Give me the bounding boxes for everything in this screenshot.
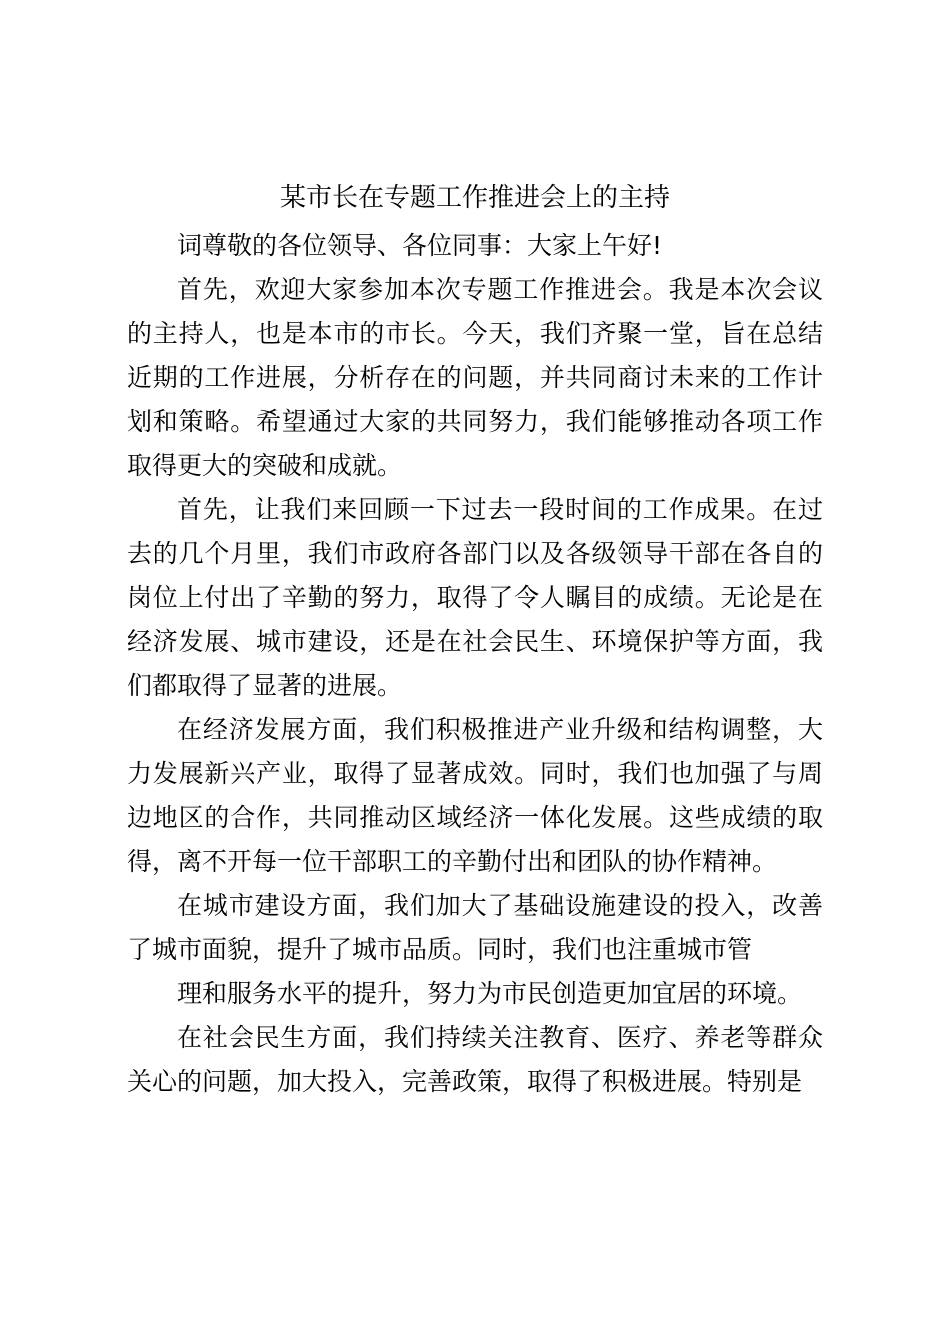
body-paragraph: 在社会民生方面，我们持续关注教育、医疗、养老等群众关心的问题，加大投入，完善政策，取得了积极进展。特别是 bbox=[127, 1023, 823, 1096]
body-paragraph: 在经济发展方面，我们积极推进产业升级和结构调整，大力发展新兴产业，取得了显著成效。同时，我们也加强了与周边地区的合作，共同推动区域经济一体化发展。这些成绩的取得，离不开每一位干部职工的辛勤付出和团队的协作精神。 bbox=[127, 715, 823, 876]
greeting-paragraph: 词尊敬的各位领导、各位同事：大家上午好! bbox=[177, 231, 663, 260]
body-paragraph: 理和服务水平的提升，努力为市民创造更加宜居的环境。 bbox=[177, 979, 803, 1008]
document-body bbox=[127, 224, 823, 1104]
body-paragraph: 首先，让我们来回顾一下过去一段时间的工作成果。在过去的几个月里，我们市政府各部门以及各级领导干部在各自的岗位上付出了辛勤的努力，取得了令人瞩目的成绩。无论是在经济发展、城市建设，还是在社会民生、环境保护等方面，我们都取得了显著的进展。 bbox=[127, 495, 823, 700]
document-title: 某市长在专题工作推进会上的主持 bbox=[279, 183, 670, 213]
body-paragraph: 首先，欢迎大家参加本次专题工作推进会。我是本次会议的主持人，也是本市的市长。今天，我们齐聚一堂，旨在总结近期的工作进展，分析存在的问题，并共同商讨未来的工作计划和策略。希望通过大家的共同努力，我们能够推动各项工作取得更大的突破和成就。 bbox=[127, 275, 823, 480]
body-paragraph: 在城市建设方面，我们加大了基础设施建设的投入，改善了城市面貌，提升了城市品质。同时，我们也注重城市管 bbox=[127, 891, 823, 964]
